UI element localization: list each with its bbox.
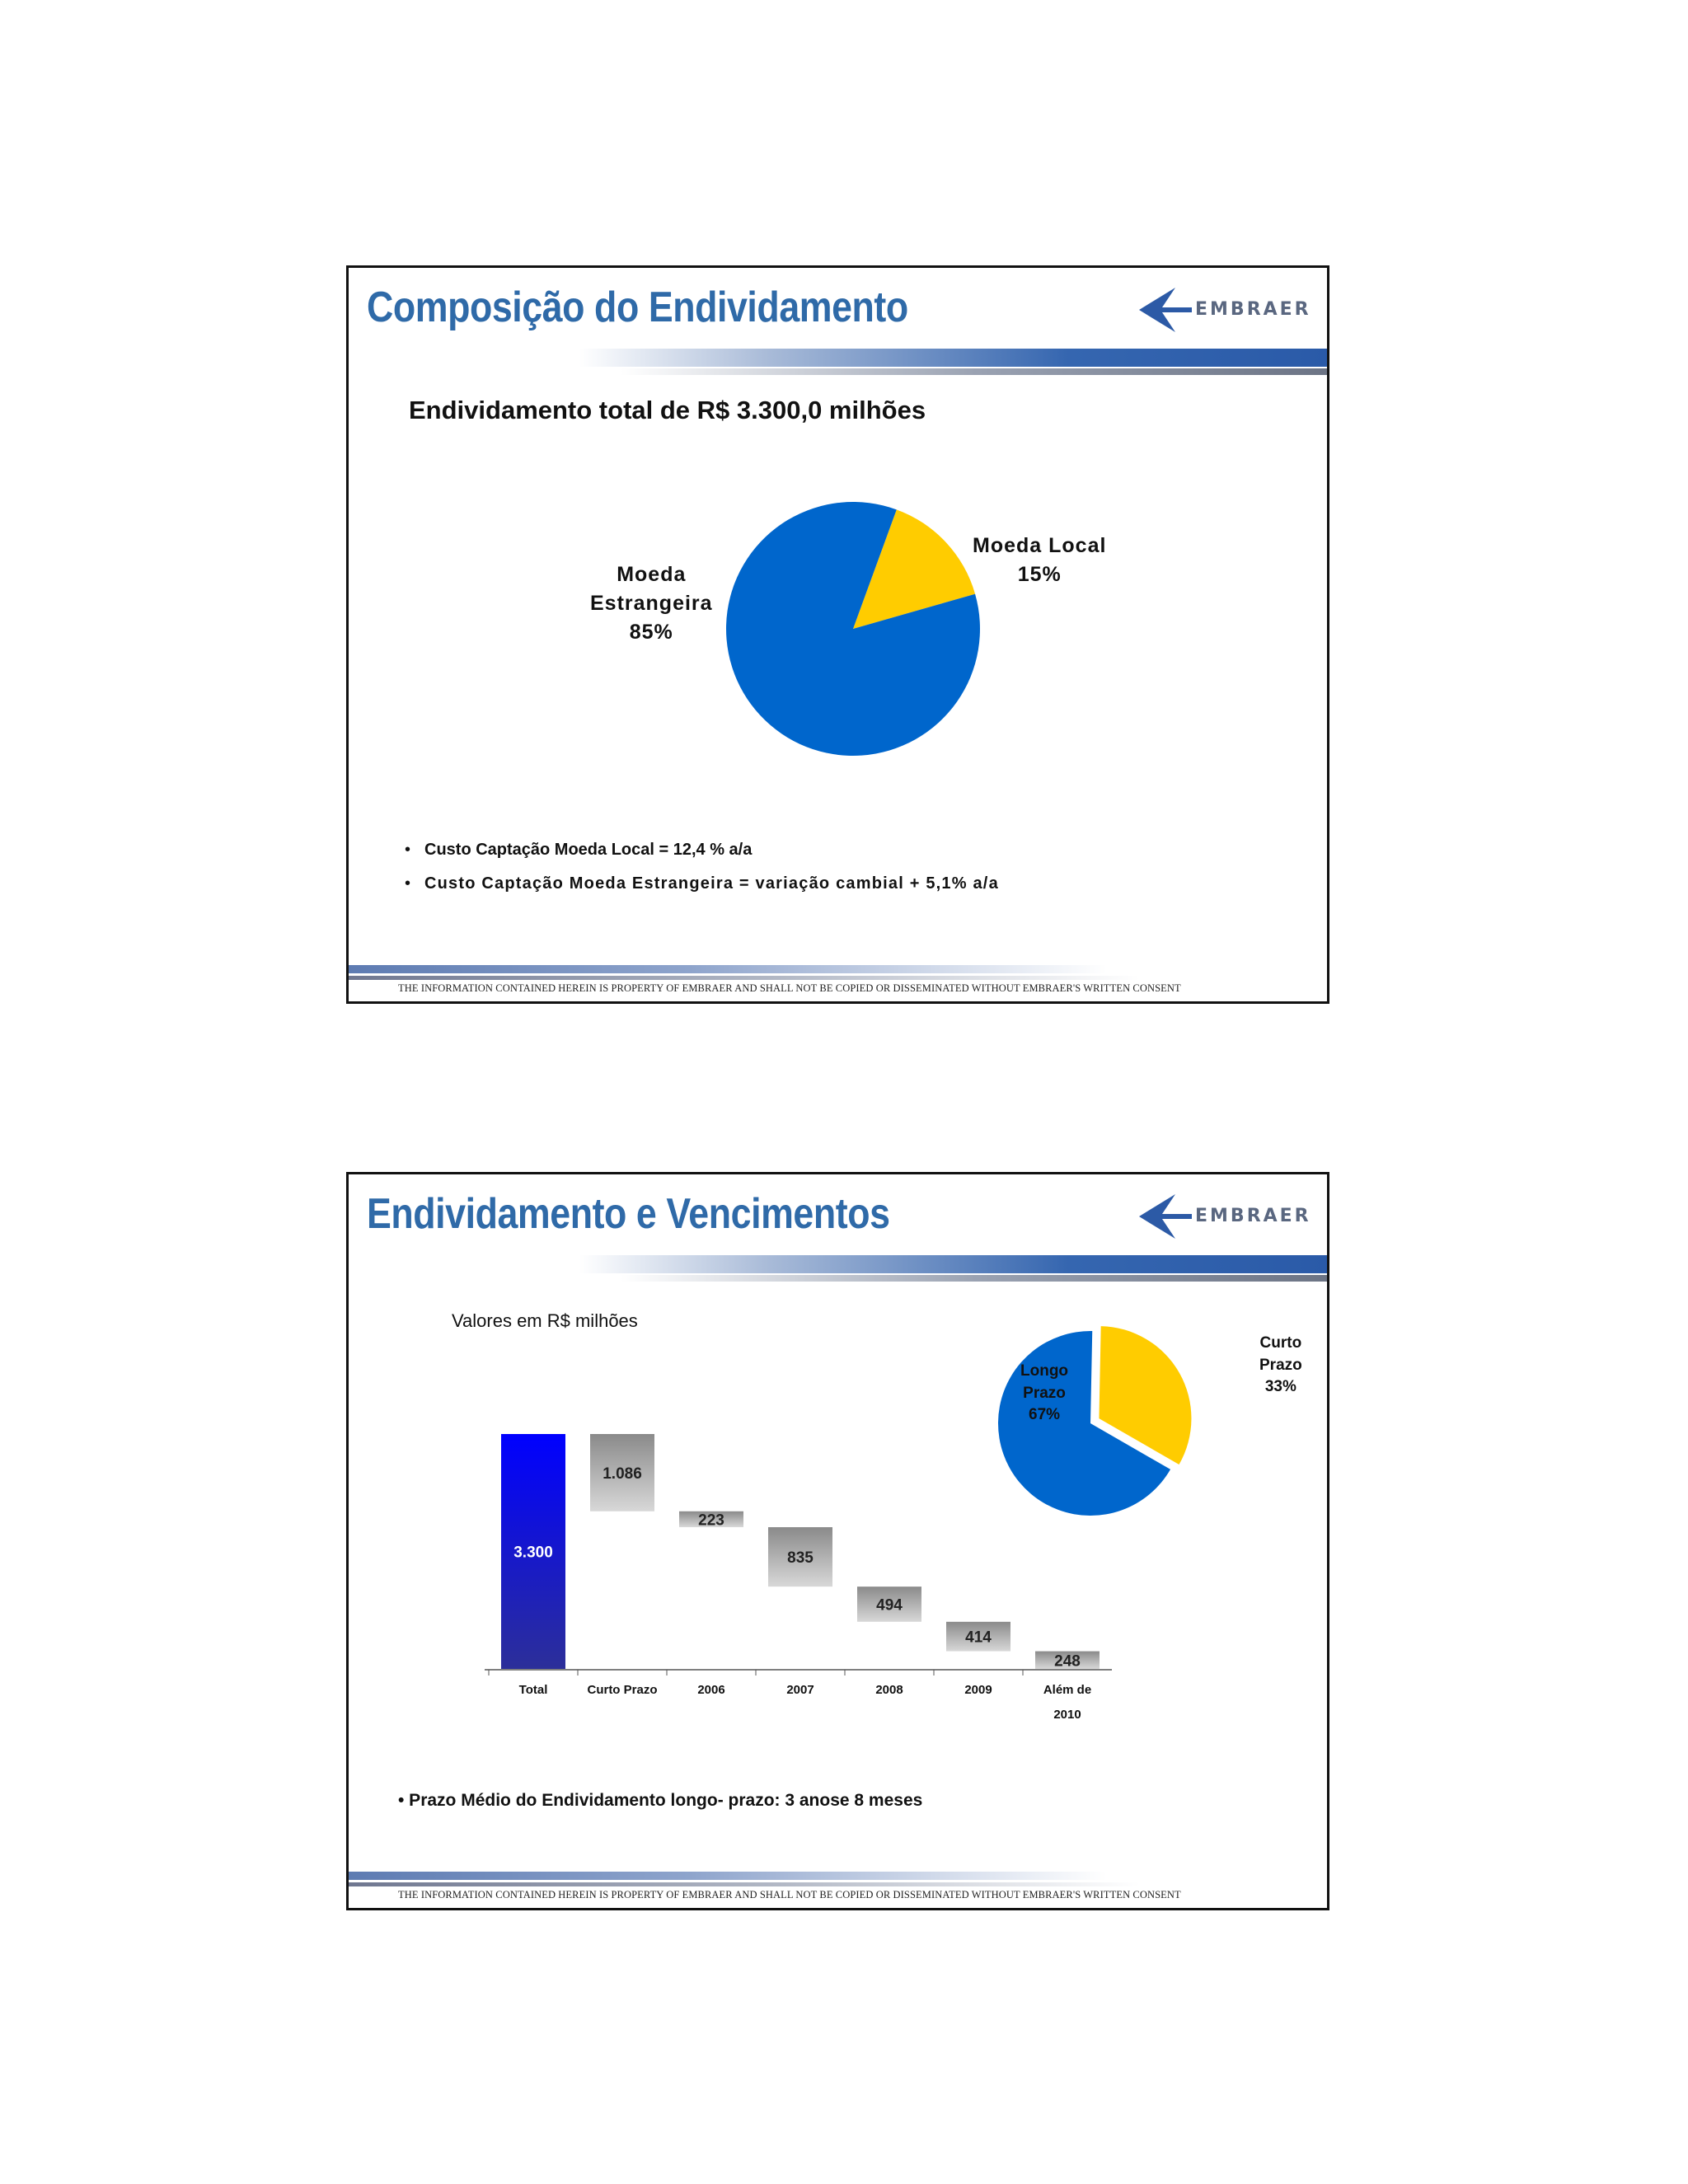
pie-label-local-line1: Moeda Local <box>973 534 1107 557</box>
bullet-local-cost: • Custo Captação Moeda Local = 12,4 % a/a <box>405 841 753 859</box>
header-band <box>579 1255 1329 1273</box>
bar-value-label: 1.086 <box>603 1465 642 1483</box>
units-label: Valores em R$ milhões <box>452 1310 638 1331</box>
bar-value-label: 248 <box>1054 1652 1081 1671</box>
pie-label-long-line2: Prazo <box>1023 1384 1066 1402</box>
header-band <box>579 349 1329 367</box>
x-tick-label: Total <box>518 1683 548 1697</box>
x-tick-label: 2007 <box>786 1683 814 1697</box>
pie-label-foreign <box>590 560 713 647</box>
pie-label-local <box>973 532 1106 589</box>
pie-label-long <box>1020 1361 1068 1427</box>
bar-value-label: 414 <box>965 1629 992 1647</box>
pie-label-short-line2: Prazo <box>1259 1356 1302 1374</box>
bar-value-label: 835 <box>787 1549 814 1568</box>
x-tick-label: 2006 <box>697 1683 725 1697</box>
bar-value-label: 494 <box>876 1596 903 1615</box>
average-term-note: • Prazo Médio do Endividamento longo- prazo: 3 anose 8 meses <box>398 1791 923 1810</box>
term-pie-chart <box>975 1306 1272 1529</box>
slide-title: Composição do Endividamento <box>367 284 908 331</box>
embraer-logo <box>1137 283 1311 337</box>
cost-bullets <box>405 841 999 908</box>
bar-value-label: 3.300 <box>513 1544 553 1562</box>
x-tick-label: Além de <box>1043 1683 1092 1697</box>
slide-composicao-endividamento <box>346 265 1329 1004</box>
bar-value-label: 223 <box>698 1511 724 1530</box>
embraer-arrow-icon <box>1137 283 1195 337</box>
slide-endividamento-vencimentos <box>346 1172 1329 1910</box>
pie-label-foreign-line1: Moeda <box>617 563 687 586</box>
footer-band-secondary <box>349 976 1140 980</box>
footer-band <box>349 965 1107 973</box>
bullet-text: Custo Captação Moeda Local = 12,4 % a/a <box>424 841 753 859</box>
footer-band-secondary <box>349 1882 1140 1886</box>
x-tick-label: 2010 <box>1053 1708 1081 1722</box>
x-tick-label: 2008 <box>875 1683 903 1697</box>
header-band-secondary <box>621 1275 1329 1282</box>
footer-band <box>349 1872 1107 1880</box>
x-tick-label: 2009 <box>964 1683 992 1697</box>
x-tick-label: Curto Prazo <box>587 1683 658 1697</box>
pie-label-short-pct: 33% <box>1264 1378 1296 1396</box>
embraer-logo <box>1137 1189 1311 1244</box>
header-band-secondary <box>621 368 1329 375</box>
logo-wordmark: EMBRAER <box>1195 1206 1311 1226</box>
currency-pie-chart <box>678 474 1074 820</box>
total-debt-heading: Endividamento total de R$ 3.300,0 milhões <box>409 396 926 424</box>
pie-label-long-line1: Longo <box>1020 1362 1069 1380</box>
bullet-foreign-cost: • Custo Captação Moeda Estrangeira = variação cambial + 5,1% a/a <box>405 874 999 893</box>
logo-wordmark: EMBRAER <box>1195 299 1311 320</box>
slide-title: Endividamento e Vencimentos <box>367 1190 890 1238</box>
bullet-text: Custo Captação Moeda Estrangeira = variação cambial + 5,1% a/a <box>424 874 999 893</box>
pie-label-short <box>1259 1333 1302 1399</box>
pie-label-foreign-pct: 85% <box>629 621 673 644</box>
pie-label-local-pct: 15% <box>1017 563 1062 586</box>
confidentiality-footer: THE INFORMATION CONTAINED HEREIN IS PROPERTY OF EMBRAER AND SHALL NOT BE COPIED OR DISSEMINATED WITHOUT EMBRAER'S WRITTEN CONSENT <box>398 982 1181 994</box>
embraer-arrow-icon <box>1137 1189 1195 1244</box>
confidentiality-footer: THE INFORMATION CONTAINED HEREIN IS PROPERTY OF EMBRAER AND SHALL NOT BE COPIED OR DISSEMINATED WITHOUT EMBRAER'S WRITTEN CONSENT <box>398 1889 1181 1900</box>
pie-label-long-pct: 67% <box>1029 1406 1061 1424</box>
pie-label-foreign-line2: Estrangeira <box>590 592 713 615</box>
pie-label-short-line1: Curto <box>1259 1334 1302 1352</box>
